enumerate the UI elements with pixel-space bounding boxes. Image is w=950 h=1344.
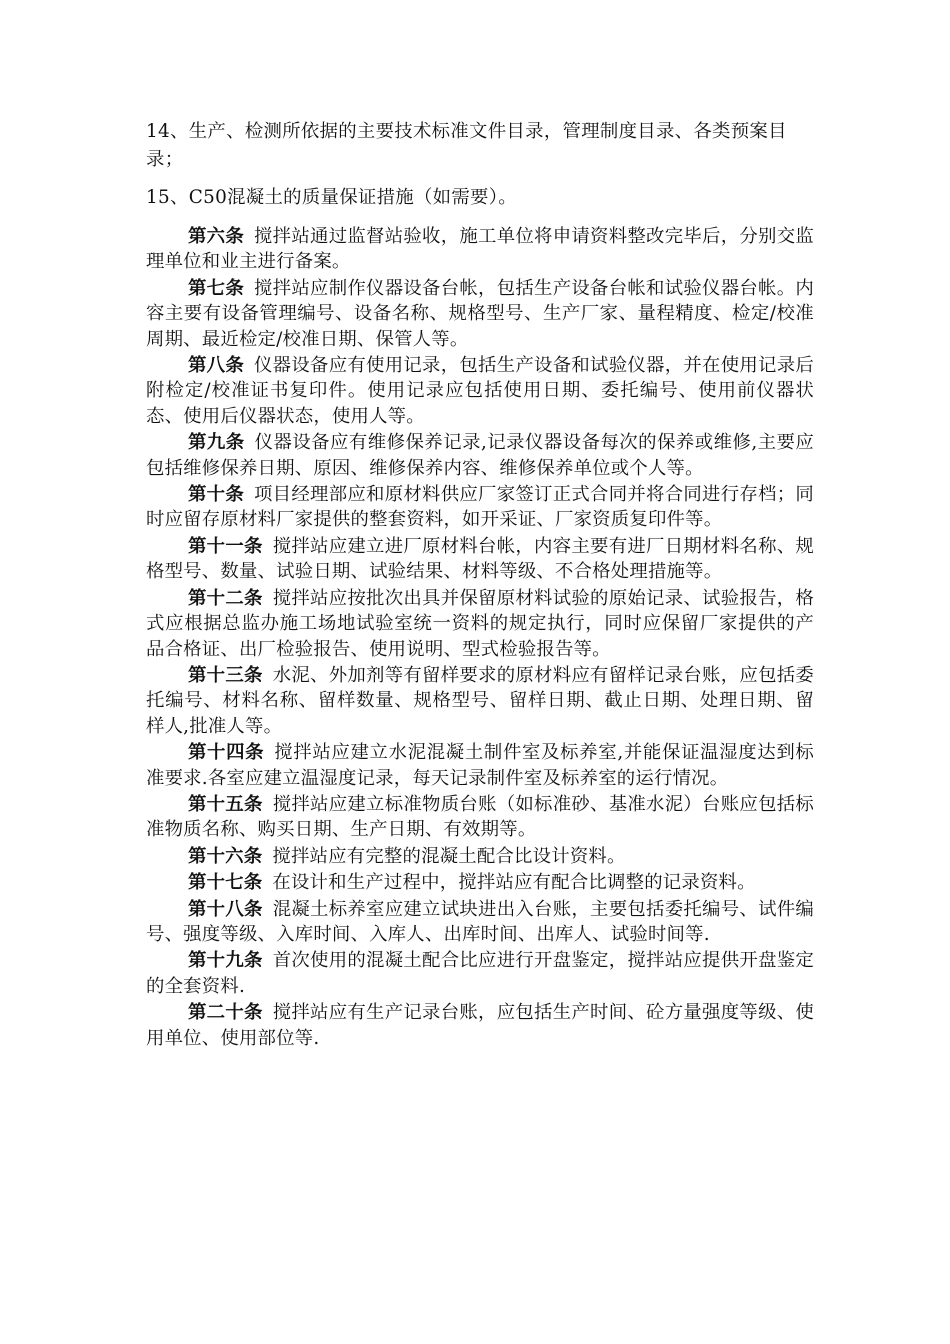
article-number: 第十四条 [188,742,265,764]
article-number: 第十六条 [188,845,263,867]
article-number: 第六条 [188,226,245,247]
article-20 [146,1000,814,1051]
article-text: 项目经理部应和原材料供应厂家签订正式合同并将合同进行存档；同时应留存原材料厂家提供的整套资料，如开采证、厂家资质复印件等。 [146,484,814,531]
article-text: 混凝土标养室应建立试块进出入台账，主要包括委托编号、试件编号、强度等级、入库时间、入库人、出库时间、出库人、试验时间等. [146,898,814,945]
article-text: 搅拌站应建立水泥混凝土制件室及标养室,并能保证温湿度达到标准要求.各室应建立温湿度记录，每天记录制件室及标养室的运行情况。 [146,742,814,789]
article-6 [146,224,814,275]
article-number: 第十一条 [188,535,263,557]
article-text: 首次使用的混凝土配合比应进行开盘鉴定，搅拌站应提供开盘鉴定的全套资料. [146,950,814,997]
article-19 [146,948,814,999]
article-number: 第十条 [188,484,245,506]
article-17 [146,870,814,895]
article-13 [146,663,814,739]
article-number: 第十三条 [188,664,263,686]
article-11 [146,534,814,585]
article-9 [146,430,814,481]
article-text: 搅拌站通过监督站验收，施工单位将申请资料整改完毕后，分别交监理单位和业主进行备案。 [146,226,814,273]
article-text: 搅拌站应建立标准物质台账（如标准砂、基准水泥）台账应包括标准物质名称、购买日期、生产日期、有效期等。 [146,793,814,841]
article-text: 水泥、外加剂等有留样要求的原材料应有留样记录台账，应包括委托编号、材料名称、留样数量、规格型号、留样日期、截止日期、处理日期、留样人,批准人等。 [146,664,814,737]
document-body [146,118,814,1052]
article-number: 第七条 [188,277,245,299]
article-16 [146,844,814,869]
article-7 [146,276,814,352]
article-text: 搅拌站应按批次出具并保留原材料试验的原始记录、试验报告，格式应根据总监办施工场地试验室统一资料的规定执行，同时应保留厂家提供的产品合格证、出厂检验报告、使用说明、型式检验报告等。 [146,587,814,660]
article-text: 仪器设备应有维修保养记录,记录仪器设备每次的保养或维修,主要应包括维修保养日期、原因、维修保养内容、维修保养单位或个人等。 [146,432,814,479]
article-text: 搅拌站应建立进厂原材料台帐，内容主要有进厂日期材料名称、规格型号、数量、试验日期、试验结果、材料等级、不合格处理措施等。 [146,535,814,583]
article-text: 搅拌站应有生产记录台账，应包括生产时间、砼方量强度等级、使用单位、使用部位等. [146,1002,814,1049]
list-item-14: 14、生产、检测所依据的主要技术标准文件目录，管理制度目录、各类预案目录； [146,121,787,170]
article-number: 第十九条 [188,950,263,972]
article-number: 第十七条 [188,872,263,894]
article-15 [146,792,814,843]
article-10 [146,482,814,533]
article-number: 第八条 [188,355,245,377]
article-text: 在设计和生产过程中，搅拌站应有配合比调整的记录资料。 [272,872,756,894]
article-number: 第十八条 [188,898,263,920]
article-text: 搅拌站应制作仪器设备台帐，包括生产设备台帐和试验仪器台帐。内容主要有设备管理编号、设备名称、规格型号、生产厂家、量程精度、检定/校准周期、最近检定/校准日期、保管人等。 [146,277,814,350]
article-number: 第九条 [188,432,245,454]
article-18 [146,897,814,948]
article-text: 仪器设备应有使用记录，包括生产设备和试验仪器，并在使用记录后附检定/校准证书复印件。使用记录应包括使用日期、委托编号、使用前仪器状态、使用后仪器状态，使用人等。 [146,355,814,427]
list-item-15: 15、C50混凝土的质量保证措施（如需要）。 [146,187,517,208]
article-number: 第十二条 [188,587,263,609]
article-text: 搅拌站应有完整的混凝土配合比设计资料。 [272,845,626,867]
article-12 [146,586,814,662]
article-number: 第十五条 [188,793,263,815]
article-number: 第二十条 [188,1002,263,1024]
article-8 [146,353,814,429]
article-14 [146,740,814,791]
